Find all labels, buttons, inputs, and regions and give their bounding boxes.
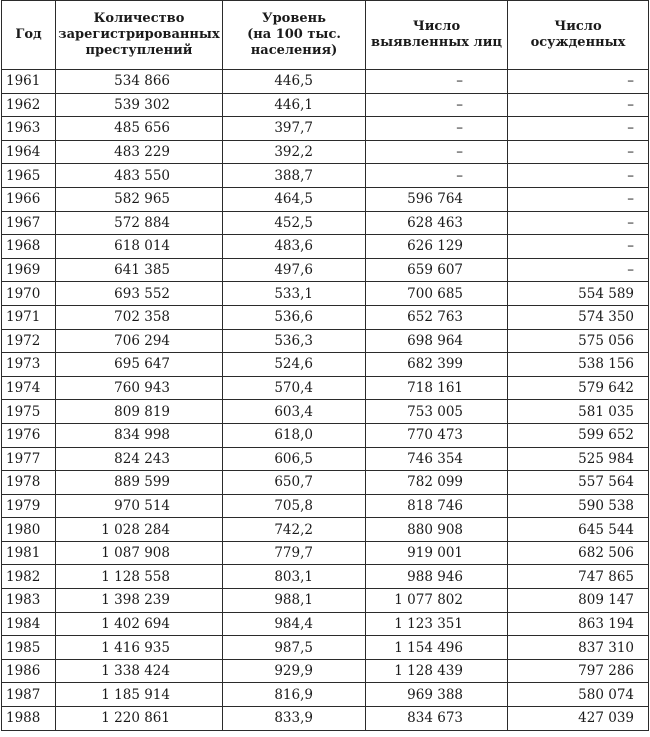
cell-identified-persons: 770 473 (366, 423, 508, 447)
table-row (2, 636, 649, 660)
cell-registered-crimes: 1 128 558 (56, 565, 223, 589)
cell-convicted: 590 538 (508, 494, 649, 518)
table-row (2, 447, 649, 471)
cell-registered-crimes: 970 514 (56, 494, 223, 518)
cell-convicted: – (508, 140, 649, 164)
cell-convicted: 538 156 (508, 353, 649, 377)
cell-year: 1979 (2, 494, 56, 518)
cell-identified-persons: 834 673 (366, 707, 508, 731)
cell-year: 1975 (2, 400, 56, 424)
cell-year: 1984 (2, 612, 56, 636)
cell-convicted: – (508, 235, 649, 259)
cell-identified-persons: 782 099 (366, 471, 508, 495)
cell-year: 1963 (2, 117, 56, 141)
cell-identified-persons: 652 763 (366, 305, 508, 329)
cell-year: 1976 (2, 423, 56, 447)
cell-crime-level: 988,1 (223, 589, 366, 613)
cell-crime-level: 536,3 (223, 329, 366, 353)
header-line: выявленных лиц (371, 35, 502, 50)
cell-registered-crimes: 534 866 (56, 70, 223, 94)
cell-convicted: – (508, 117, 649, 141)
cell-registered-crimes: 582 965 (56, 187, 223, 211)
cell-year: 1969 (2, 258, 56, 282)
cell-convicted: 525 984 (508, 447, 649, 471)
cell-convicted: – (508, 258, 649, 282)
cell-crime-level: 388,7 (223, 164, 366, 188)
cell-identified-persons: 1 154 496 (366, 636, 508, 660)
cell-registered-crimes: 706 294 (56, 329, 223, 353)
header-line: Уровень (262, 11, 326, 26)
table-row (2, 305, 649, 329)
cell-registered-crimes: 760 943 (56, 376, 223, 400)
cell-identified-persons: 698 964 (366, 329, 508, 353)
cell-convicted: 645 544 (508, 518, 649, 542)
header-line: населения) (250, 43, 338, 58)
cell-convicted: 599 652 (508, 423, 649, 447)
table-row (2, 518, 649, 542)
cell-identified-persons: 626 129 (366, 235, 508, 259)
cell-registered-crimes: 1 087 908 (56, 541, 223, 565)
cell-year: 1965 (2, 164, 56, 188)
header-crime-level (223, 1, 366, 70)
header-year (2, 1, 56, 70)
table-row (2, 258, 649, 282)
cell-convicted: 579 642 (508, 376, 649, 400)
cell-crime-level: 397,7 (223, 117, 366, 141)
cell-year: 1977 (2, 447, 56, 471)
cell-convicted: 837 310 (508, 636, 649, 660)
cell-crime-level: 446,5 (223, 70, 366, 94)
cell-year: 1966 (2, 187, 56, 211)
table-row (2, 683, 649, 707)
cell-convicted: – (508, 93, 649, 117)
cell-identified-persons: – (366, 164, 508, 188)
cell-convicted: 427 039 (508, 707, 649, 731)
cell-crime-level: 536,6 (223, 305, 366, 329)
cell-registered-crimes: 1 220 861 (56, 707, 223, 731)
header-line: осужденных (530, 35, 626, 50)
cell-identified-persons: 1 128 439 (366, 659, 508, 683)
header-row (2, 1, 649, 70)
table-row (2, 140, 649, 164)
table-row (2, 565, 649, 589)
cell-year: 1970 (2, 282, 56, 306)
cell-crime-level: 984,4 (223, 612, 366, 636)
cell-crime-level: 929,9 (223, 659, 366, 683)
table-row (2, 93, 649, 117)
cell-crime-level: 705,8 (223, 494, 366, 518)
cell-identified-persons: – (366, 140, 508, 164)
cell-registered-crimes: 1 402 694 (56, 612, 223, 636)
cell-crime-level: 570,4 (223, 376, 366, 400)
cell-crime-level: 464,5 (223, 187, 366, 211)
cell-year: 1962 (2, 93, 56, 117)
table-row (2, 70, 649, 94)
cell-convicted: 580 074 (508, 683, 649, 707)
header-convicted (508, 1, 649, 70)
table-row (2, 400, 649, 424)
table-row (2, 282, 649, 306)
header-line: Число (412, 19, 461, 34)
header-line: Год (15, 27, 42, 42)
cell-registered-crimes: 702 358 (56, 305, 223, 329)
cell-identified-persons: 746 354 (366, 447, 508, 471)
cell-year: 1972 (2, 329, 56, 353)
cell-convicted: – (508, 211, 649, 235)
cell-year: 1980 (2, 518, 56, 542)
cell-crime-level: 533,1 (223, 282, 366, 306)
cell-convicted: 554 589 (508, 282, 649, 306)
crime-statistics-table (1, 0, 649, 731)
cell-registered-crimes: 889 599 (56, 471, 223, 495)
cell-registered-crimes: 483 550 (56, 164, 223, 188)
cell-year: 1982 (2, 565, 56, 589)
header-identified-persons (366, 1, 508, 70)
table-row (2, 187, 649, 211)
cell-crime-level: 524,6 (223, 353, 366, 377)
cell-year: 1971 (2, 305, 56, 329)
cell-convicted: 863 194 (508, 612, 649, 636)
cell-convicted: 809 147 (508, 589, 649, 613)
cell-year: 1986 (2, 659, 56, 683)
header-registered-crimes (56, 1, 223, 70)
header-line: преступлений (85, 43, 193, 58)
cell-registered-crimes: 485 656 (56, 117, 223, 141)
cell-identified-persons: 753 005 (366, 400, 508, 424)
cell-registered-crimes: 539 302 (56, 93, 223, 117)
table-row (2, 659, 649, 683)
cell-year: 1978 (2, 471, 56, 495)
cell-crime-level: 650,7 (223, 471, 366, 495)
cell-registered-crimes: 695 647 (56, 353, 223, 377)
cell-crime-level: 392,2 (223, 140, 366, 164)
cell-convicted: 557 564 (508, 471, 649, 495)
cell-crime-level: 452,5 (223, 211, 366, 235)
table-row (2, 589, 649, 613)
cell-identified-persons: – (366, 93, 508, 117)
cell-registered-crimes: 834 998 (56, 423, 223, 447)
cell-registered-crimes: 572 884 (56, 211, 223, 235)
table-row (2, 612, 649, 636)
cell-registered-crimes: 1 398 239 (56, 589, 223, 613)
cell-registered-crimes: 618 014 (56, 235, 223, 259)
cell-crime-level: 833,9 (223, 707, 366, 731)
cell-year: 1973 (2, 353, 56, 377)
cell-convicted: 581 035 (508, 400, 649, 424)
cell-convicted: 797 286 (508, 659, 649, 683)
cell-year: 1987 (2, 683, 56, 707)
cell-identified-persons: 700 685 (366, 282, 508, 306)
cell-convicted: 682 506 (508, 541, 649, 565)
cell-identified-persons: 659 607 (366, 258, 508, 282)
cell-year: 1981 (2, 541, 56, 565)
cell-year: 1961 (2, 70, 56, 94)
cell-crime-level: 483,6 (223, 235, 366, 259)
cell-identified-persons: 880 908 (366, 518, 508, 542)
cell-identified-persons: – (366, 70, 508, 94)
cell-crime-level: 603,4 (223, 400, 366, 424)
table-row (2, 235, 649, 259)
cell-convicted: – (508, 187, 649, 211)
table-body (2, 70, 649, 731)
table-row (2, 376, 649, 400)
cell-convicted: 575 056 (508, 329, 649, 353)
cell-registered-crimes: 693 552 (56, 282, 223, 306)
cell-year: 1964 (2, 140, 56, 164)
cell-convicted: 747 865 (508, 565, 649, 589)
table-row (2, 329, 649, 353)
header-line: (на 100 тыс. (247, 27, 341, 42)
cell-identified-persons: 682 399 (366, 353, 508, 377)
cell-identified-persons: – (366, 117, 508, 141)
cell-crime-level: 742,2 (223, 518, 366, 542)
cell-convicted: – (508, 70, 649, 94)
table-row (2, 494, 649, 518)
table-row (2, 423, 649, 447)
cell-identified-persons: 596 764 (366, 187, 508, 211)
cell-crime-level: 779,7 (223, 541, 366, 565)
cell-registered-crimes: 824 243 (56, 447, 223, 471)
header-line: Количество (93, 11, 185, 26)
table-row (2, 164, 649, 188)
cell-year: 1967 (2, 211, 56, 235)
cell-identified-persons: 628 463 (366, 211, 508, 235)
cell-identified-persons: 1 123 351 (366, 612, 508, 636)
cell-crime-level: 497,6 (223, 258, 366, 282)
cell-identified-persons: 969 388 (366, 683, 508, 707)
cell-convicted: 574 350 (508, 305, 649, 329)
cell-identified-persons: 919 001 (366, 541, 508, 565)
cell-registered-crimes: 809 819 (56, 400, 223, 424)
cell-registered-crimes: 1 416 935 (56, 636, 223, 660)
cell-registered-crimes: 483 229 (56, 140, 223, 164)
table-row (2, 541, 649, 565)
cell-year: 1968 (2, 235, 56, 259)
cell-identified-persons: 818 746 (366, 494, 508, 518)
cell-convicted: – (508, 164, 649, 188)
table-row (2, 117, 649, 141)
table-row (2, 707, 649, 731)
cell-registered-crimes: 1 028 284 (56, 518, 223, 542)
header-line: зарегистрированных (58, 27, 220, 42)
cell-crime-level: 987,5 (223, 636, 366, 660)
cell-crime-level: 618,0 (223, 423, 366, 447)
table-row (2, 353, 649, 377)
cell-crime-level: 606,5 (223, 447, 366, 471)
cell-year: 1983 (2, 589, 56, 613)
cell-registered-crimes: 1 338 424 (56, 659, 223, 683)
table-row (2, 211, 649, 235)
cell-crime-level: 446,1 (223, 93, 366, 117)
cell-year: 1988 (2, 707, 56, 731)
header-line: Число (554, 19, 602, 34)
cell-identified-persons: 988 946 (366, 565, 508, 589)
cell-crime-level: 816,9 (223, 683, 366, 707)
cell-year: 1974 (2, 376, 56, 400)
table-row (2, 471, 649, 495)
cell-identified-persons: 718 161 (366, 376, 508, 400)
cell-registered-crimes: 1 185 914 (56, 683, 223, 707)
cell-crime-level: 803,1 (223, 565, 366, 589)
cell-registered-crimes: 641 385 (56, 258, 223, 282)
cell-identified-persons: 1 077 802 (366, 589, 508, 613)
cell-year: 1985 (2, 636, 56, 660)
table-header (2, 1, 649, 70)
